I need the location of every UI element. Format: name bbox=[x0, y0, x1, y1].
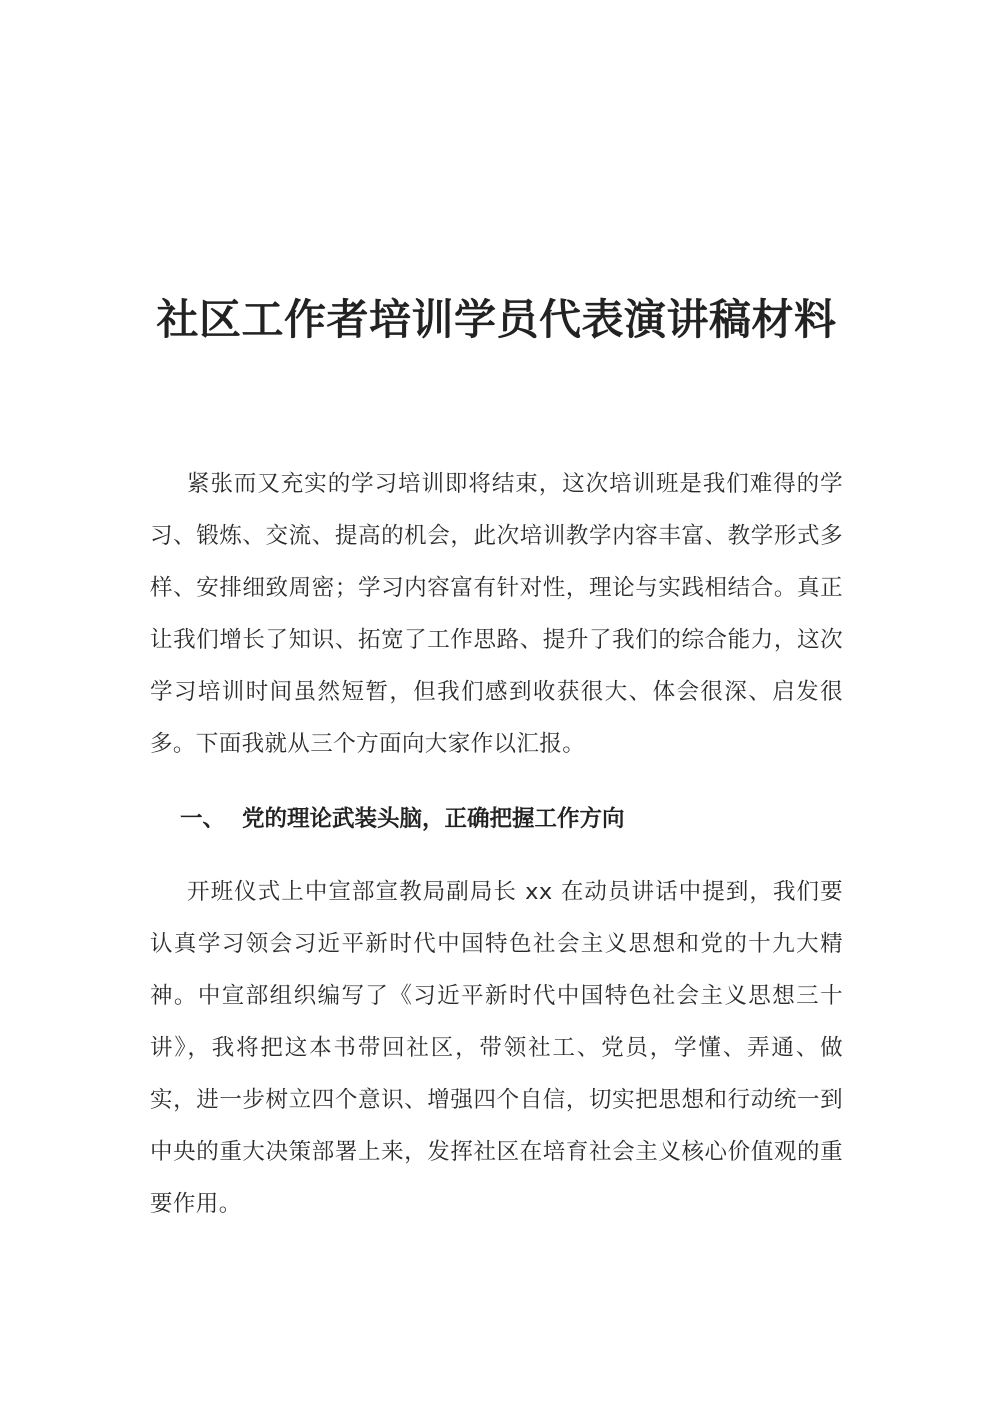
section-paragraph: 开班仪式上中宣部宣教局副局长 xx 在动员讲话中提到，我们要认真学习领会习近平新时代中国特色社会主义思想和党的十九大精神。中宣部组织编写了《习近平新时代中国特色社会主义思想三十讲》，我将把这本书带回社区，带领社工、党员，学懂、弄通、做实，进一步树立四个意识、增强四个自信，切实把思想和行动统一到中央的重大决策部署上来，发挥社区在培育社会主义核心价值观的重要作用。 bbox=[150, 879, 843, 1217]
section-number: 一、 bbox=[180, 806, 226, 832]
section-heading-text: 党的理论武装头脑，正确把握工作方向 bbox=[242, 806, 625, 832]
section-heading bbox=[180, 795, 625, 843]
document-title: 社区工作者培训学员代表演讲稿材料 bbox=[156, 295, 837, 344]
intro-paragraph: 紧张而又充实的学习培训即将结束，这次培训班是我们难得的学习、锻炼、交流、提高的机会，此次培训教学内容丰富、教学形式多样、安排细致周密；学习内容富有针对性，理论与实践相结合。真正让我们增长了知识、拓宽了工作思路、提升了我们的综合能力，这次学习培训时间虽然短暂，但我们感到收获很大、体会很深、启发很多。下面我就从三个方面向大家作以汇报。 bbox=[150, 471, 843, 757]
